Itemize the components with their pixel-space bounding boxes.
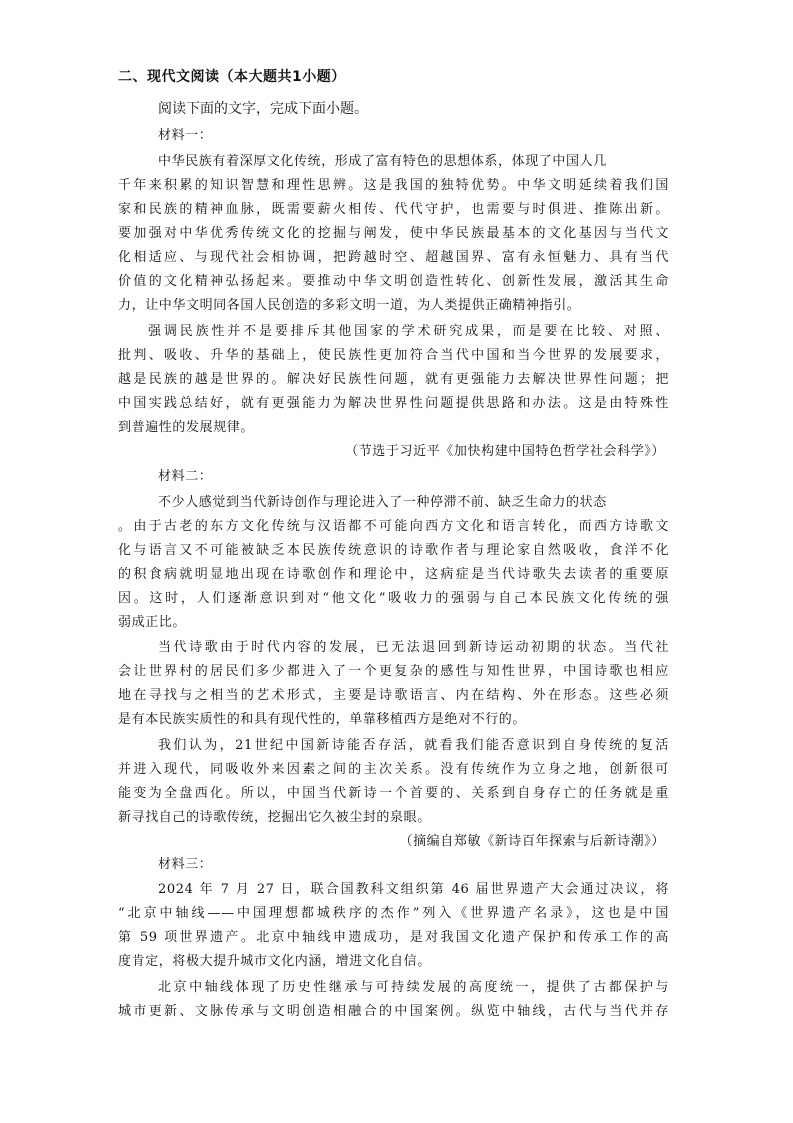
text-line: 批判、吸收、升华的基础上，使民族性更加符合当代中国和当今世界的发展要求，: [118, 348, 669, 363]
text-line: 2024 年 7 月 27 日，联合国教科文组织第 46 届世界遗产大会通过决议，将: [158, 882, 669, 897]
text-line: 弱成正比。: [118, 615, 187, 630]
text-line: 越是民族的越是世界的。解决好民族性问题，就有更强能力去解决世界性问题；把: [118, 372, 669, 387]
text-line: 当代诗歌由于时代内容的发展，已无法退回到新诗运动初期的状态。当代社: [158, 640, 669, 655]
text-line: 强调民族性并不是要排斥其他国家的学术研究成果，而是要在比较、对照、: [148, 324, 669, 339]
text-line: 化相适应、与现代社会相协调，把跨越时空、超越国界、富有永恒魅力、具有当代: [118, 250, 669, 265]
text-line: 家和民族的精神血脉，既需要薪火相传、代代守护，也需要与时俱进、推陈出新。: [118, 202, 669, 217]
text-line: 化与语言又不可能被缺乏本民族传统意识的诗歌作者与理论家自然吸收，食洋不化: [118, 543, 669, 558]
text-line: 到普遍性的发展规律。: [118, 420, 255, 435]
text-line: 我们认为，21世纪中国新诗能否存活，就看我们能否意识到自身传统的复活: [158, 738, 669, 753]
material2-label: 材料二：: [158, 469, 213, 484]
reading-instruction: 阅读下面的文字，完成下面小题。: [158, 101, 368, 117]
text-line: 能变为全盘西化。所以，中国当代新诗一个首要的、关系到自身存亡的任务就是重: [118, 786, 669, 801]
text-line: 价值的文化精神弘扬起来。要推动中华文明创造性转化、创新性发展，激活其生命: [118, 274, 669, 289]
text-line: 新寻找自己的诗歌传统，挖掘出它久被尘封的泉眼。: [118, 810, 431, 825]
material1-source: （节选于习近平《加快构建中国特色哲学社会科学》）: [345, 444, 665, 459]
material2-source: （摘编自郑敏《新诗百年探索与后新诗潮》）: [399, 834, 665, 849]
text-line: 中国实践总结好，就有更强能力为解决世界性问题提供思路和办法。这是由特殊性: [118, 396, 669, 411]
text-line: 会让世界村的居民们多少都进入了一个更复杂的感性与知性世界，中国诗歌也相应: [118, 664, 669, 679]
text-line: 度肯定，将极大提升城市文化内涵，增进文化自信。: [118, 954, 431, 969]
text-line: 北京中轴线体现了历史性继承与可持续发展的高度统一，提供了古都保护与: [158, 980, 669, 995]
text-line: 。由于古老的东方文化传统与汉语都不可能向西方文化和语言转化，而西方诗歌文: [118, 519, 669, 534]
material1-label: 材料一：: [158, 128, 213, 143]
text-line: 的积食病就明显地出现在诗歌创作和理论中，这病症是当代诗歌失去读者的重要原: [118, 567, 669, 582]
text-line: 第 59 项世界遗产。北京中轴线申遗成功，是对我国文化遗产保护和传承工作的高: [118, 930, 669, 945]
text-line: 城市更新、文脉传承与文明创造相融合的中国案例。纵览中轴线，古代与当代并存: [118, 1004, 669, 1019]
text-line: 地在寻找与之相当的艺术形式，主要是诗歌语言、内在结构、外在形态。这些必须: [118, 688, 669, 703]
text-line: 要加强对中华优秀传统文化的挖掘与阐发，使中华民族最基本的文化基因与当代文: [118, 226, 669, 241]
text-line: 因。这时，人们逐渐意识到对“他文化”吸收力的强弱与自己本民族文化传统的强: [118, 591, 669, 606]
text-line: 中华民族有着深厚文化传统，形成了富有特色的思想体系，体现了中国人几: [158, 154, 607, 169]
section-heading: 二、现代文阅读（本大题共1小题）: [118, 69, 346, 85]
text-line: 并进入现代，同吸收外来因素之间的主次关系。没有传统作为立身之地，创新很可: [118, 762, 669, 777]
text-line: “北京中轴线——中国理想都城秩序的杰作”列入《世界遗产名录》，这也是中国: [118, 906, 669, 921]
text-line: 是有本民族实质性的和具有现代性的，单靠移植西方是绝对不行的。: [118, 712, 527, 727]
text-line: 不少人感觉到当代新诗创作与理论进入了一种停滞不前、缺乏生命力的状态: [158, 495, 607, 510]
text-line: 力，让中华文明同各国人民创造的多彩文明一道，为人类提供正确精神指引。: [118, 298, 581, 313]
material3-label: 材料三：: [158, 857, 213, 872]
text-line: 千年来积累的知识智慧和理性思辨。这是我国的独特优势。中华文明延续着我们国: [118, 178, 669, 193]
